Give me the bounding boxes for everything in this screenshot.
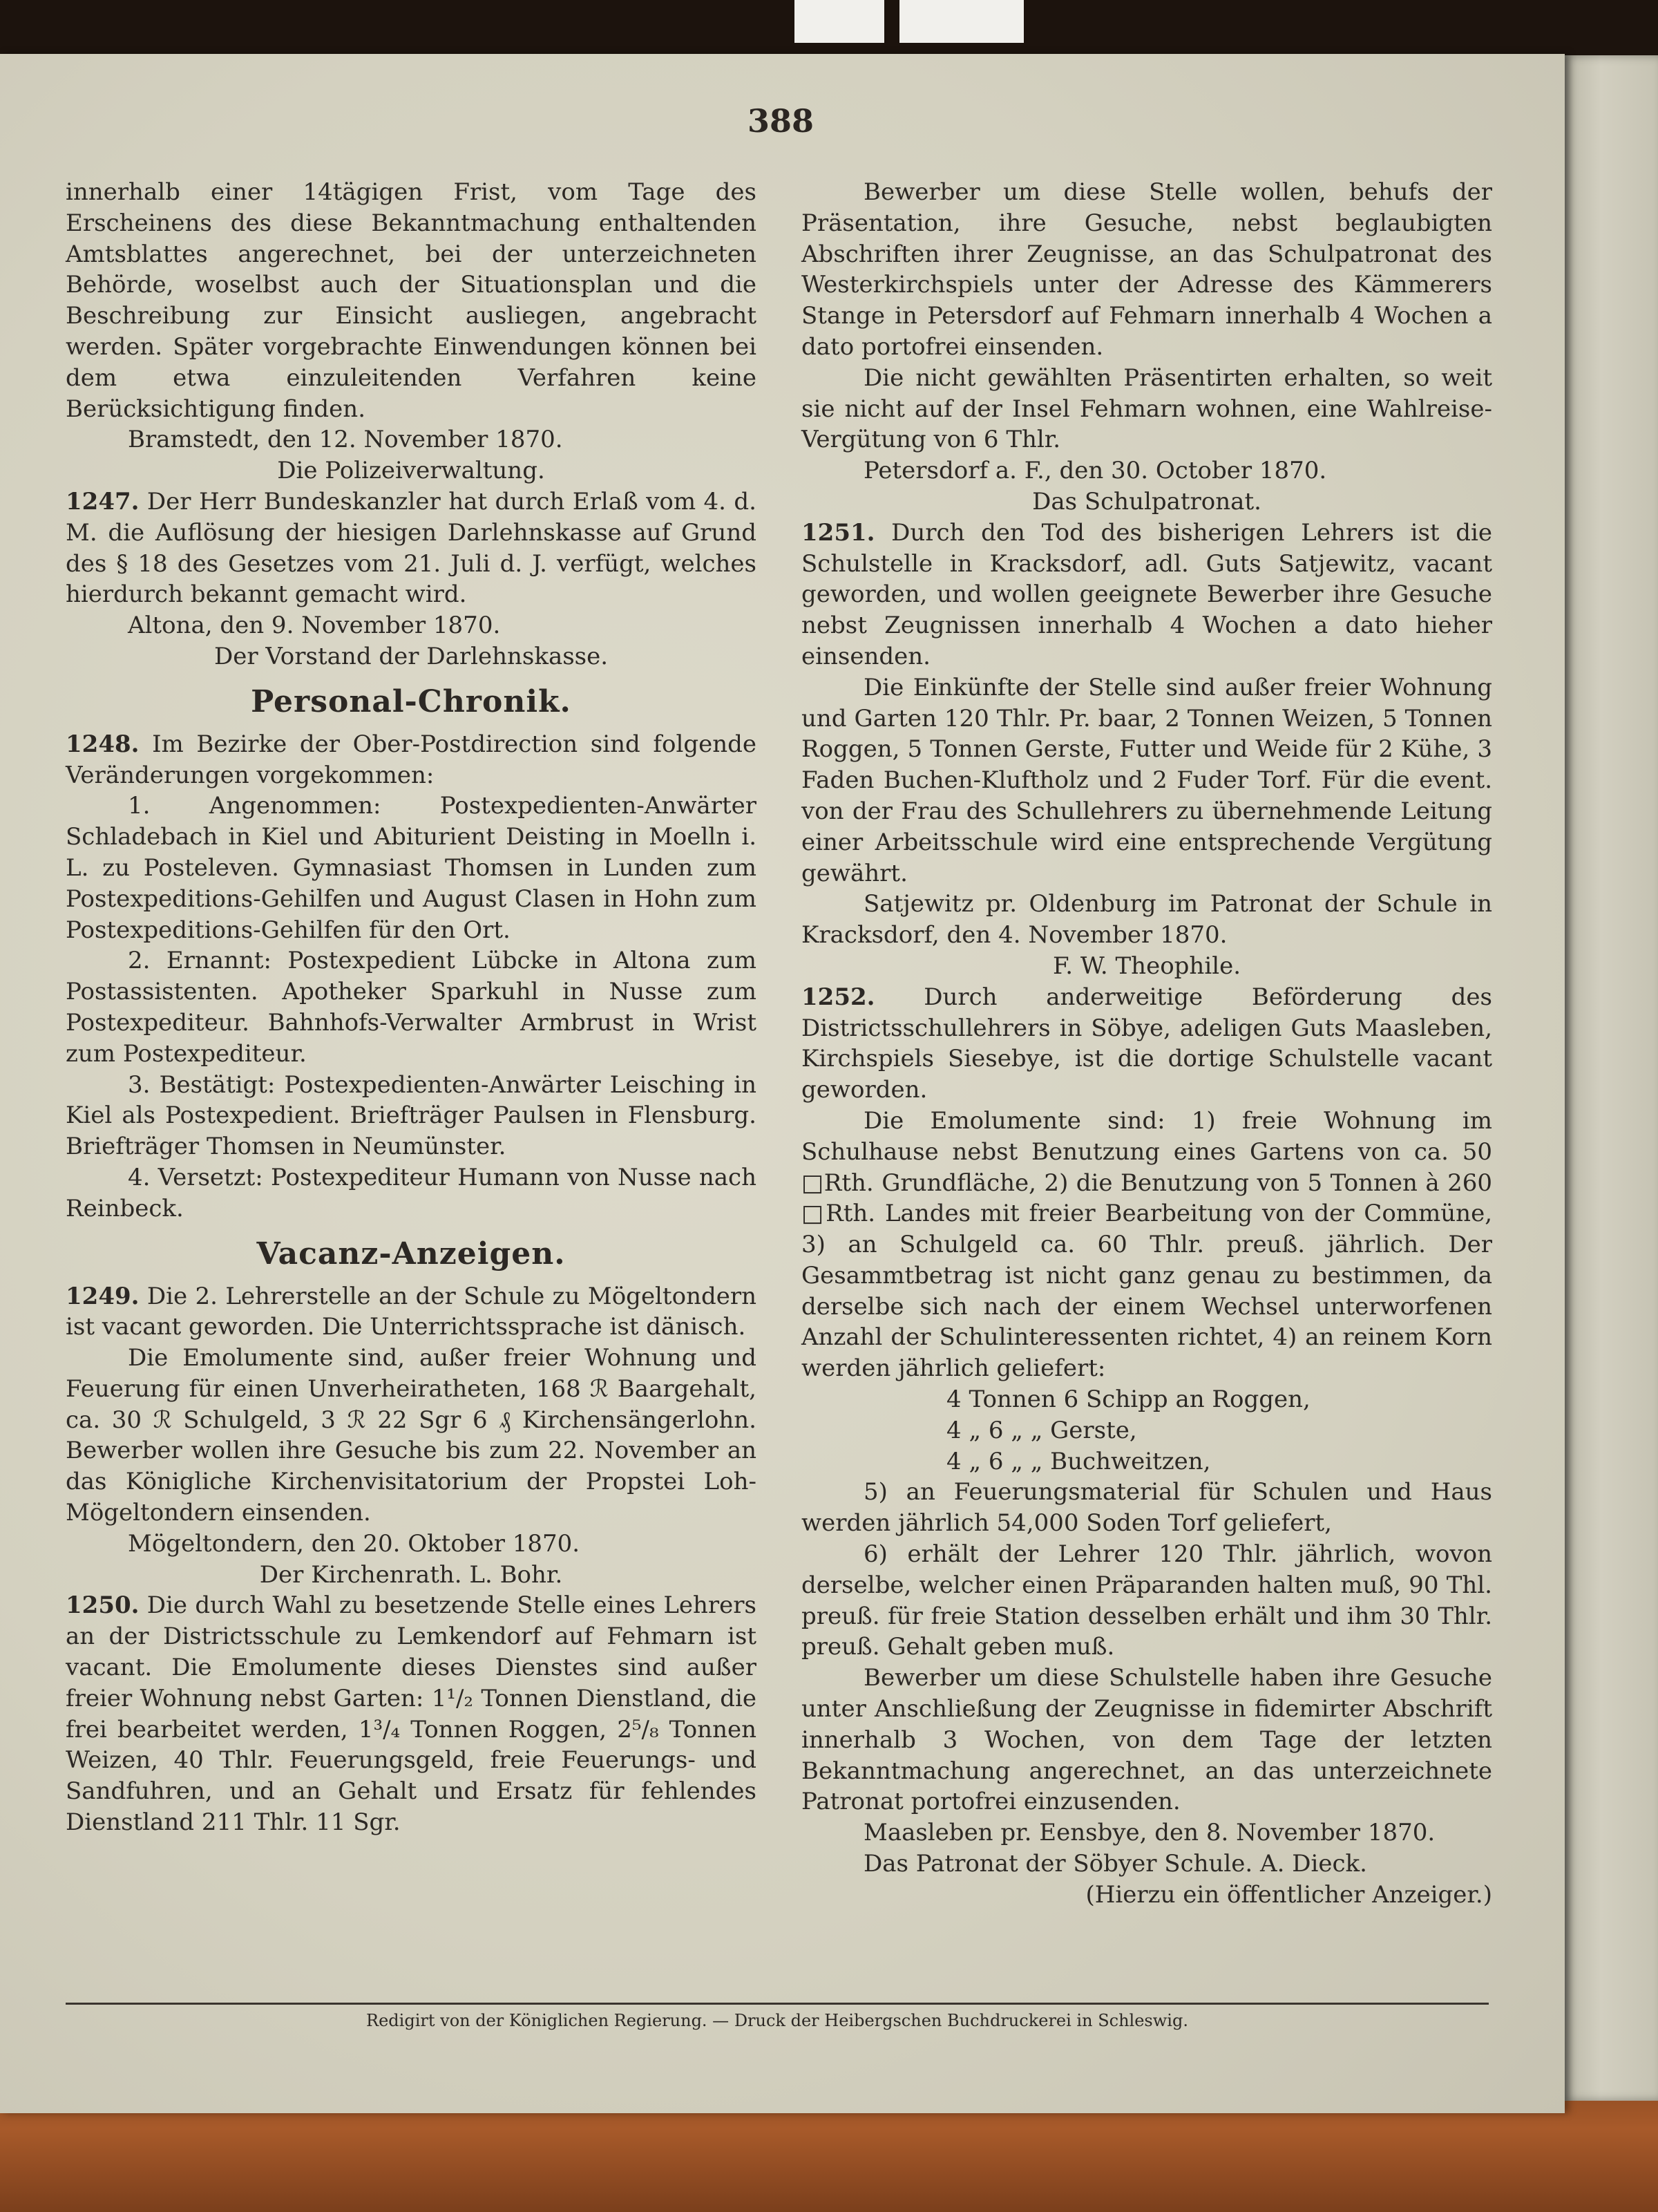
footer-rule xyxy=(66,2003,1489,2005)
list-item: 4 Tonnen 6 Schipp an Roggen, xyxy=(946,1386,1311,1414)
notice-text: Im Bezirke der Ober-Postdirection sind folgende Veränderungen vorgekommen: xyxy=(66,730,756,789)
notice-number: 1251. xyxy=(801,518,875,547)
right-column xyxy=(801,177,1492,1911)
document-page xyxy=(0,54,1565,2113)
notice-text: Durch anderweitige Beförderung des Districtsschullehrers in Söbye, adeligen Guts Maasleben, Kirchspiels Siesebye, ist die dortige Schulstelle vacant geworden. xyxy=(801,983,1493,1104)
notice-number: 1247. xyxy=(66,487,140,516)
paragraph: 4. Versetzt: Postexpediteur Humann von Nusse nach Reinbeck. xyxy=(66,1163,756,1222)
notice-1248 xyxy=(66,729,756,791)
place-date: Petersdorf a. F., den 30. October 1870. xyxy=(864,457,1327,485)
note: (Hierzu ein öffentlicher Anzeiger.) xyxy=(1085,1880,1492,1909)
section-heading-personal: Personal-Chronik. xyxy=(251,683,571,719)
printer-footer: Redigirt von der Königlichen Regierung. — Druck der Heibergschen Buchdruckerei in Schleswig. xyxy=(366,2011,1188,2030)
page-number: 388 xyxy=(747,102,814,140)
place-date: Altona, den 9. November 1870. xyxy=(128,612,501,640)
place-date: Satjewitz pr. Oldenburg im Patronat der Schule in Kracksdorf, den 4. November 1870. xyxy=(801,890,1492,949)
notice-text: Der Herr Bundeskanzler hat durch Erlaß vom 4. d. M. die Auflösung der hiesigen Darlehnskasse auf Grund des § 18 des Gesetzes vom 21. Juli d. J. verfügt, welches hierdurch bekannt gemacht wird. xyxy=(66,487,756,609)
notice-number: 1249. xyxy=(66,1282,140,1310)
notice-1250 xyxy=(66,1590,756,1837)
notice-number: 1248. xyxy=(66,730,140,758)
signature: Die Polizeiverwaltung. xyxy=(277,457,545,485)
paragraph: 5) an Feuerungsmaterial für Schulen und Haus werden jährlich 54,000 Soden Torf geliefert, xyxy=(801,1478,1492,1538)
paragraph: 2. Ernannt: Postexpedient Lübcke in Altona zum Postassistenten. Apotheker Sparkuhl in Nusse zum Postexpediteur. Bahnhofs-Verwalter Armbrust in Wrist zum Postexpediteur. xyxy=(66,947,756,1068)
notice-1249 xyxy=(66,1281,756,1343)
notice-number: 1252. xyxy=(801,983,875,1011)
paragraph: Die nicht gewählten Präsentirten erhalten, so weit sie nicht auf der Insel Fehmarn wohnen, eine Wahlreise-Vergütung von 6 Thlr. xyxy=(801,363,1492,454)
scan-top-paper-tab xyxy=(899,0,1024,43)
place-date: Bramstedt, den 12. November 1870. xyxy=(128,426,563,454)
notice-text: Die durch Wahl zu besetzende Stelle eines Lehrers an der Districtsschule zu Lemkendorf auf Fehmarn ist vacant. Die Emolumente dieses Dienstes sind außer freier Wohnung nebst Garten: 1¹/₂ Tonnen Dienstland, die frei bearbeitet werden, 1³/₄ Tonnen Roggen, 2⁵/₈ Tonnen Weizen, 40 Thlr. Feuerungsgeld, freie Feuerungs- und Sandfuhren, und an Gehalt und Ersatz für fehlendes Dienstland 211 Thlr. 11 Sgr. xyxy=(66,1591,756,1837)
place-date: Maasleben pr. Eensbye, den 8. November 1870. xyxy=(864,1819,1436,1847)
section-heading-vacanz: Vacanz-Anzeigen. xyxy=(256,1236,566,1272)
place-date: Mögeltondern, den 20. Oktober 1870. xyxy=(128,1529,580,1558)
paragraph: Die Emolumente sind: 1) freie Wohnung im Schulhause nebst Benutzung eines Gartens von ca. 50 □Rth. Grundfläche, 2) die Benutzung von 5 Tonnen à 260 □Rth. Landes mit freier Bearbeitung von der Commüne, 3) an Schulgeld ca. 60 Thlr. preuß. jährlich. Der Gesammtbetrag ist nicht ganz genau zu bestimmen, da derselbe sich nach der einem Wechsel unterworfenen Anzahl der Schulinteressenten richtet, 4) an reinem Korn werden jährlich geliefert: xyxy=(801,1106,1492,1383)
paragraph: 3. Bestätigt: Postexpedienten-Anwärter Leisching in Kiel als Postexpedient. Briefträger Paulsen in Flensburg. Briefträger Thomsen in Neumünster. xyxy=(66,1070,756,1161)
notice-1251 xyxy=(801,518,1492,672)
adjacent-page-edge xyxy=(1563,55,1658,2101)
notice-number: 1250. xyxy=(66,1591,140,1620)
signature: Das Patronat der Söbyer Schule. A. Dieck. xyxy=(864,1850,1367,1878)
paragraph: innerhalb einer 14tägigen Frist, vom Tage des Erscheinens des diese Bekanntmachung enthaltenden Amtsblattes angerechnet, bei der unterzeichneten Behörde, woselbst auch der Situationsplan und die Beschreibung zur Einsicht ausliegen, angebracht werden. Später vorgebrachte Einwendungen können bei dem etwa einzuleitenden Verfahren keine Berücksichtigung finden. xyxy=(66,178,756,423)
notice-1247 xyxy=(66,486,756,610)
paragraph: 6) erhält der Lehrer 120 Thlr. jährlich, wovon derselbe, welcher einen Präparanden halten muß, 90 Thl. preuß. für freie Station desselben erhält und ihm 30 Thlr. preuß. Gehalt geben muß. xyxy=(801,1540,1492,1661)
list-item: 4 „ 6 „ „ Buchweitzen, xyxy=(946,1447,1211,1475)
notice-1252 xyxy=(801,982,1492,1106)
signature: F. W. Theophile. xyxy=(1052,952,1241,980)
paragraph: Bewerber um diese Schulstelle haben ihre Gesuche unter Anschließung der Zeugnisse in fidemirter Abschrift innerhalb 3 Wochen, von dem Tage der letzten Bekanntmachung angerechnet, an das unterzeichnete Patronat portofrei einzusenden. xyxy=(801,1664,1492,1816)
scan-top-paper-tab xyxy=(794,0,884,43)
signature: Der Kirchenrath. L. Bohr. xyxy=(259,1560,563,1589)
notice-text: Durch den Tod des bisherigen Lehrers ist die Schulstelle in Kracksdorf, adl. Guts Satjewitz, vacant geworden, und wollen geeignete Bewerber ihre Gesuche nebst Zeugnissen innerhalb 4 Wochen a dato hieher einsenden. xyxy=(801,518,1492,670)
notice-text: Die 2. Lehrerstelle an der Schule zu Mögeltondern ist vacant geworden. Die Unterrichtssprache ist dänisch. xyxy=(66,1282,756,1341)
paragraph: Die Einkünfte der Stelle sind außer freier Wohnung und Garten 120 Thlr. Pr. baar, 2 Tonnen Weizen, 5 Tonnen Roggen, 5 Tonnen Gerste, Futter und Weide für 2 Kühe, 3 Faden Buchen-Kluftholz und 2 Fuder Torf. Für die event. von der Frau des Schullehrers zu übernehmende Leitung einer Arbeitsschule wird eine entsprechende Vergütung gewährt. xyxy=(801,673,1492,887)
signature: Der Vorstand der Darlehnskasse. xyxy=(213,642,609,670)
left-column xyxy=(66,177,756,1838)
paragraph: 1. Angenommen: Postexpedienten-Anwärter Schladebach in Kiel und Abiturient Deisting in Moelln i. L. zu Posteleven. Gymnasiast Thomsen in Lunden zum Postexpeditions-Gehilfen und August Clasen in Hohn zum Postexpeditions-Gehilfen für den Ort. xyxy=(66,792,756,944)
signature: Das Schulpatronat. xyxy=(1032,487,1261,516)
paragraph: Die Emolumente sind, außer freier Wohnung und Feuerung für einen Unverheiratheten, 168 ℛ Baargehalt, ca. 30 ℛ Schulgeld, 3 ℛ 22 Sgr 6 ₰ Kirchensängerlohn. Bewerber wollen ihre Gesuche bis zum 22. November an das Königliche Kirchenvisitatorium der Propstei Loh-Mögeltondern einsenden. xyxy=(66,1344,756,1527)
list-item: 4 „ 6 „ „ Gerste, xyxy=(946,1416,1137,1444)
grain-list xyxy=(801,1384,1492,1477)
paragraph: Bewerber um diese Stelle wollen, behufs der Präsentation, ihre Gesuche, nebst beglaubigten Abschriften ihrer Zeugnisse, an das Schulpatronat des Westerkirchspiels unter der Adresse des Kämmerers Stange in Petersdorf auf Fehmarn innerhalb 4 Wochen a dato portofrei einsenden. xyxy=(801,178,1492,361)
